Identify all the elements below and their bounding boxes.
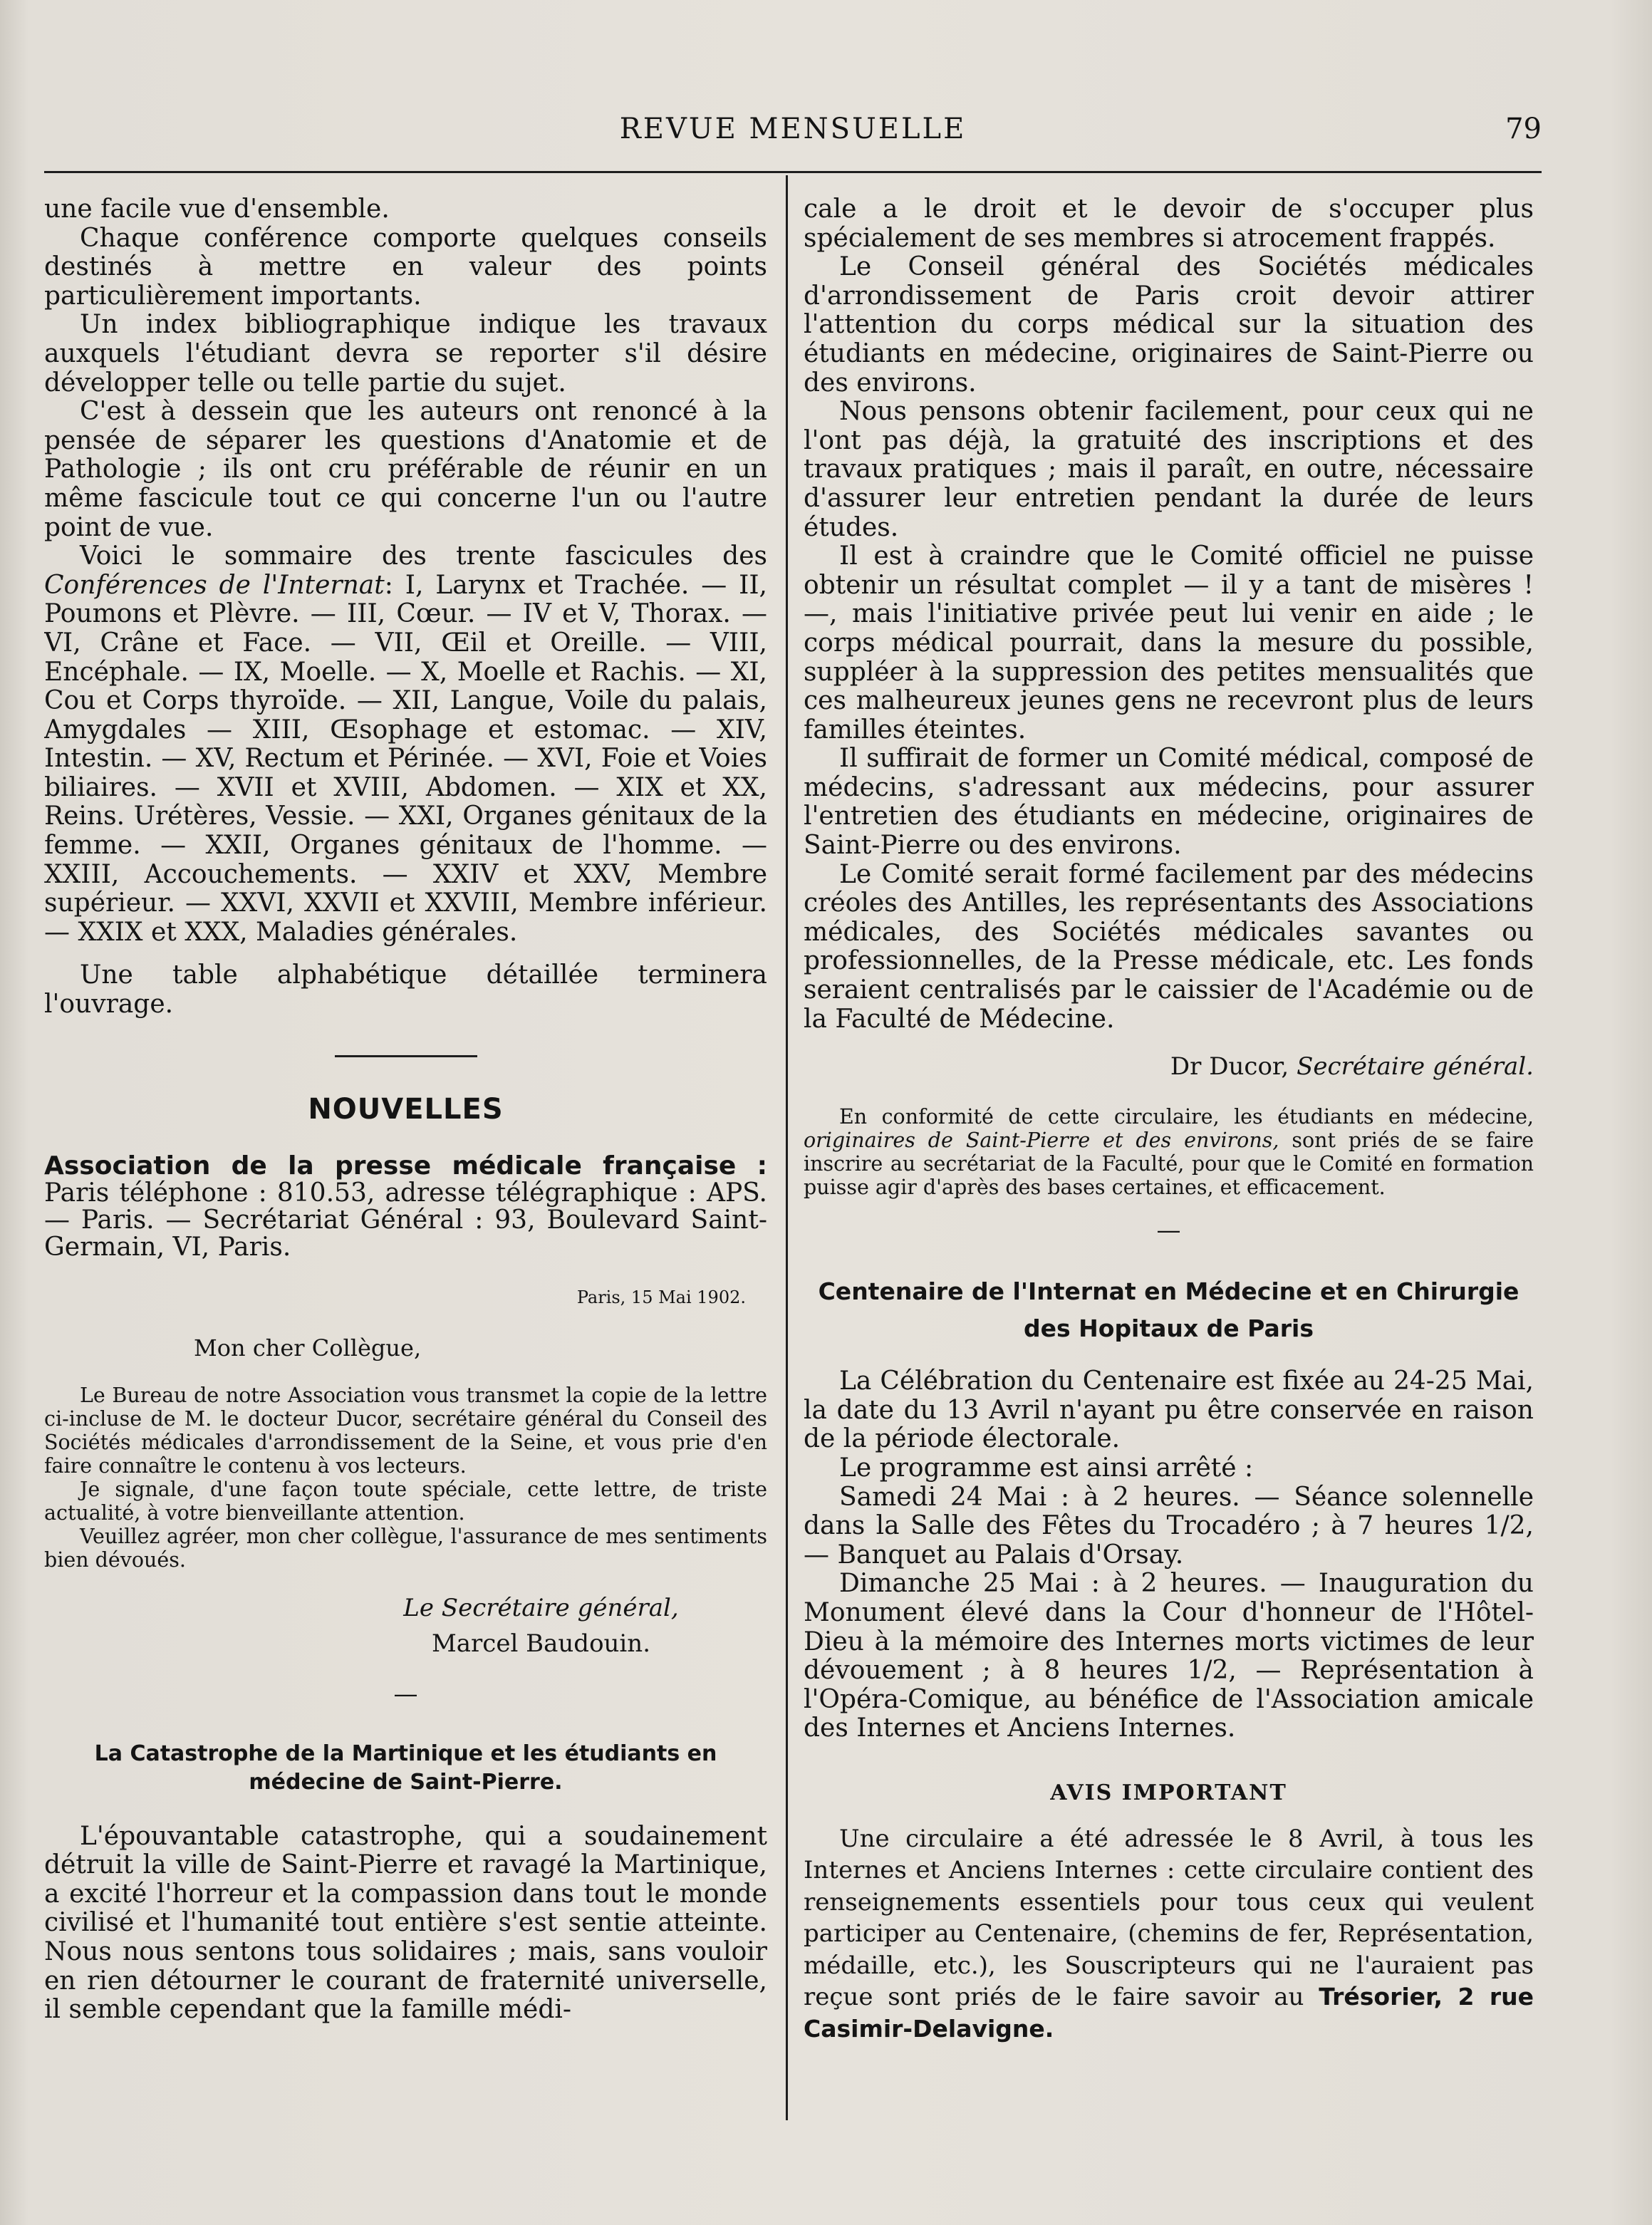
text-run: : I, Larynx et Trachée. — II, Poumons et Plèvre. — III, Cœur. — IV et V, Thorax. — VI, Crâne et Face. — VII, Œil et Oreille. — VIII, Encéphale. — IX, Moelle. — X, Moelle et Rachis. — XI, Cou et Corps thyroïde. — XII, Langue, Voile du palais, Amygdales — XIII, Œsophage et estomac. — XIV, Intestin. — XV, Rectum et Périnée. — XVI, Foie et Voies biliaires. — XVII et XVIII, Abdomen. — XIX et XX, Reins. Urétères, Vessie. — XXI, Organes génitaux de la femme. — XXII, Organes génitaux de l'homme. — XXIII, Accouchements. — XXIV et XXV, Membre supérieur. — XXVI, XXVII et XXVIII, Membre inférieur. — XXIX et XXX, Maladies générales. xyxy=(44,570,767,947)
avis-notice xyxy=(804,1823,1534,2045)
letter-date: Paris, 15 Mai 1902. xyxy=(576,1287,746,1307)
page-number: 79 xyxy=(1505,113,1542,145)
right-column xyxy=(804,195,1534,2045)
paragraph: Nous pensons obtenir facilement, pour ceux qui ne l'ont pas déjà, la gratuité des inscriptions et des travaux pratiques ; mais il paraît, en outre, nécessaire d'assurer leur entretien pendant la durée de leurs études. xyxy=(804,397,1534,542)
signature-title: Le Secrétaire général, xyxy=(403,1593,679,1622)
signature-name: Dr Ducor, xyxy=(1170,1052,1289,1082)
heading-line: des Hopitaux de Paris xyxy=(1024,1314,1314,1343)
paragraph xyxy=(44,1153,767,1261)
paragraph: Le Comité serait formé facilement par des médecins créoles des Antilles, les représentants des Associations médicales, des Sociétés médicales savantes ou professionnelles, de la Presse médicale, etc. Les fonds seraient centralisés par le caissier de l'Académie ou de la Faculté de Médecine. xyxy=(804,859,1534,1034)
text-run: En conformité de cette circulaire, les étudiants en médecine, xyxy=(839,1105,1534,1129)
section-heading-nouvelles: NOUVELLES xyxy=(308,1092,504,1126)
circular-signature xyxy=(804,1052,1534,1081)
paragraph: Un index bibliographique indique les travaux auxquels l'étudiant devra se reporter s'il désire développer telle ou telle partie du sujet. xyxy=(44,310,767,398)
heading-line: Centenaire de l'Internat en Médecine et en Chirurgie xyxy=(818,1277,1519,1306)
text-run: Paris téléphone : 810.53, adresse télégraphique : APS. — Paris. — Secrétariat Général : 93, Boulevard Saint-Germain, VI, Paris. xyxy=(44,1178,767,1262)
paragraph: cale a le droit et le devoir de s'occuper plus spécialement de ses membres si atrocement frappés. xyxy=(804,195,1534,253)
signature-name: Marcel Baudouin. xyxy=(431,1629,651,1658)
paragraph: Veuillez agréer, mon cher collègue, l'assurance de mes sentiments bien dévoués. xyxy=(44,1524,767,1572)
association-notice xyxy=(44,1153,767,1261)
paragraph: Il est à craindre que le Comité officiel ne puisse obtenir un résultat complet — il y a tant de misères ! —, mais l'initiative privée peut lui venir en aide ; le corps médical pourrait, dans la mesure du possible, suppléer à la suppression des petites mensualités que ces malheureux jeunes gens ne recevront plus de leurs familles éteintes. xyxy=(804,541,1534,745)
text-run: Une circulaire a été adressée le 8 Avril, à tous les Internes et Anciens Internes : cette circulaire contient des renseignements essentiels pour tous ceux qui veulent participer au Centenaire, (chemins de fer, Représentation, médaille, etc.), les Souscripteurs qui ne l'auraient pas reçue sont priés de le faire savoir au xyxy=(804,1824,1534,2012)
avis-heading: AVIS IMPORTANT xyxy=(1050,1780,1287,1805)
paragraph: Le Conseil général des Sociétés médicales d'arrondissement de Paris croit devoir attirer l'attention du corps médical sur la situation des étudiants en médecine, originaires de Saint-Pierre ou des environs. xyxy=(804,252,1534,398)
header-rule xyxy=(44,171,1542,173)
paragraph: L'épouvantable catastrophe, qui a soudainement détruit la ville de Saint-Pierre et ravagé la Martinique, a excité l'horreur et la compassion dans tout le monde civilisé et l'humanité tout entière s'est sentie atteinte. Nous nous sentons tous solidaires ; mais, sans vouloir en rien détourner le courant de fraternité universelle, il semble cependant que la famille médi- xyxy=(44,1821,767,2025)
letter-salutation: Mon cher Collègue, xyxy=(194,1334,422,1362)
paragraph xyxy=(44,542,767,947)
section-separator xyxy=(335,1055,477,1057)
paragraph: une facile vue d'ensemble. xyxy=(44,195,390,224)
separator-dash: — xyxy=(393,1679,418,1708)
paragraph: Le Bureau de notre Association vous transmet la copie de la lettre ci-incluse de M. le docteur Ducor, secrétaire général du Conseil des Sociétés médicales d'arrondissement de la Seine, et vous prie d'en faire connaître le contenu à vos lecteurs. xyxy=(44,1383,767,1478)
paragraph: Il suffirait de former un Comité médical, composé de médecins, s'adressant aux médecins, pour assurer l'entretien des étudiants en médecine, originaires de Saint-Pierre ou des environs. xyxy=(804,744,1534,861)
italic-text: originaires de Saint-Pierre et des environs, xyxy=(804,1129,1279,1153)
separator-dash: — xyxy=(1156,1216,1181,1245)
italic-text: Conférences de l'Internat xyxy=(44,570,385,600)
left-column xyxy=(44,195,767,2025)
paragraph: La Célébration du Centenaire est fixée au 24-25 Mai, la date du 13 Avril n'ayant pu être conservée en raison de la période électorale. xyxy=(804,1366,1534,1454)
paragraph: Samedi 24 Mai : à 2 heures. — Séance solennelle dans la Salle des Fêtes du Trocadéro ; à 7 heures 1/2, — Banquet au Palais d'Orsay. xyxy=(804,1482,1534,1570)
journal-title: REVUE MENSUELLE xyxy=(619,113,967,145)
paragraph: Une table alphabétique détaillée terminera l'ouvrage. xyxy=(44,960,767,1020)
paragraph: C'est à dessein que les auteurs ont renoncé à la pensée de séparer les questions d'Anatomie et de Pathologie ; ils ont cru préférable de réunir en un même fascicule tout ce qui concerne l'un ou l'autre point de vue. xyxy=(44,397,767,542)
letter-body xyxy=(44,1384,767,1572)
page-header xyxy=(44,107,1542,157)
article-heading-catastrophe: La Catastrophe de la Martinique et les étudiants en médecine de Saint-Pierre. xyxy=(94,1741,717,1795)
paragraph: Dimanche 25 Mai : à 2 heures. — Inauguration du Monument élevé dans la Cour d'honneur de l'Hôtel-Dieu à la mémoire des Internes morts victimes de leur dévouement ; à 8 heures 1/2, — Représentation à l'Opéra-Comique, au bénéfice de l'Association amicale des Internes et Anciens Internes. xyxy=(804,1569,1534,1743)
column-divider xyxy=(786,175,788,2120)
paragraph xyxy=(804,1105,1534,1199)
bold-lead: Association de la presse médicale française : xyxy=(44,1151,767,1181)
text-run: Voici le sommaire des trente fascicules des xyxy=(80,541,767,571)
bold-text: Trésorier, 2 rue Casimir-Delavigne. xyxy=(804,1983,1534,2043)
paragraph xyxy=(804,1823,1534,2045)
circular-note xyxy=(804,1105,1534,1199)
text-run: sont priés de se faire inscrire au secrétariat de la Faculté, pour que le Comité en formation puisse agir d'après des bases certaines, et efficacement. xyxy=(804,1129,1534,1200)
paragraph: Chaque conférence comporte quelques conseils destinés à mettre en valeur des points particulièrement importants. xyxy=(44,223,767,311)
letter-signature xyxy=(315,1590,767,1661)
paragraph: Je signale, d'une façon toute spéciale, cette lettre, de triste actualité, à votre bienveillante attention. xyxy=(44,1477,767,1525)
signature-title: Secrétaire général. xyxy=(1297,1052,1534,1082)
paragraph: Le programme est ainsi arrêté : xyxy=(839,1453,1254,1483)
article-heading-centenaire xyxy=(804,1273,1534,1347)
